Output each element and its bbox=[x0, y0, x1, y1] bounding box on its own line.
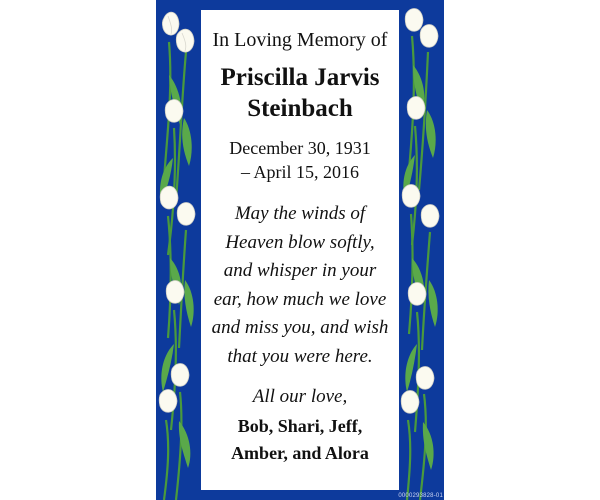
white-tulip-icon bbox=[421, 204, 439, 350]
white-tulip-icon bbox=[403, 96, 425, 245]
poem-line-1: May the winds of bbox=[234, 203, 366, 224]
memorial-poem bbox=[201, 200, 399, 371]
poem-line-6: that you were here. bbox=[227, 345, 373, 367]
white-tulip-icon bbox=[159, 389, 177, 500]
white-tulip-icon bbox=[171, 363, 190, 500]
obituary-text-panel bbox=[201, 10, 399, 490]
poem-line-3: and whisper in your bbox=[223, 260, 377, 281]
family-signers-line-1: Bob, Shari, Jeff, bbox=[237, 416, 363, 436]
white-tulip-icon bbox=[401, 390, 419, 500]
death-date: – April 15, 2016 bbox=[240, 162, 359, 182]
poem-line-2: Heaven blow softly, bbox=[225, 231, 375, 253]
white-tulip-icon bbox=[177, 202, 195, 348]
white-tulip-icon bbox=[416, 366, 434, 500]
poem-line-5: and miss you, and wish bbox=[211, 317, 389, 338]
deceased-name-line-1: Priscilla Jarvis bbox=[220, 64, 380, 91]
white-tulip-icon bbox=[402, 184, 424, 334]
white-tulip-border-left-icon bbox=[156, 0, 201, 500]
life-dates bbox=[201, 136, 399, 184]
deceased-name-line-2: Steinbach bbox=[247, 95, 353, 122]
obituary-card bbox=[156, 0, 444, 500]
poem-line-4: ear, how much we love bbox=[213, 288, 387, 310]
memorial-heading: In Loving Memory of bbox=[212, 29, 388, 51]
white-tulip-border-right-icon bbox=[399, 0, 444, 500]
family-signers-line-2: Amber, and Alora bbox=[231, 443, 369, 463]
closing-message: All our love, bbox=[252, 386, 348, 407]
ad-reference-code: 0000293828-01 bbox=[398, 493, 443, 499]
birth-date: December 30, 1931 bbox=[229, 138, 371, 158]
family-signers bbox=[201, 413, 399, 467]
